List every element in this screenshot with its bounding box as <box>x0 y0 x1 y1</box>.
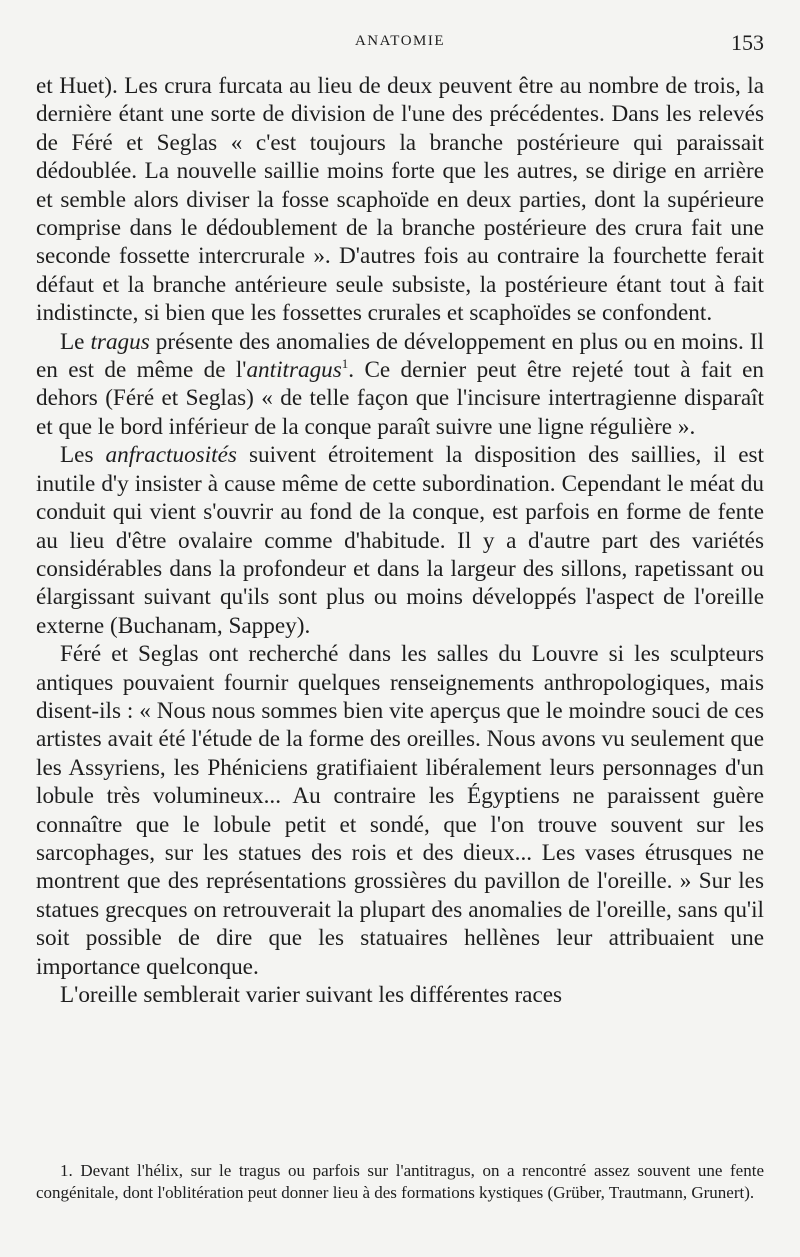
italic-term: antitragus <box>246 357 342 384</box>
footnote-ref: 1 <box>341 356 349 372</box>
page-header <box>36 30 764 58</box>
body-text <box>36 72 764 1009</box>
running-head: ANATOMIE <box>354 33 446 49</box>
footnotes <box>36 1160 764 1204</box>
text-run: Les <box>60 442 106 469</box>
text-run: Féré et Seglas ont recherché dans les salles du Louvre si les sculpteurs antiques pouvaient fournir quelques renseignements anthropologiques, mais disent-ils : « Nous nous sommes bien vite aperçus que le moindre souci de ces artistes avait été l'étude de la forme des oreilles. Nous avons vu seulement que les Assyriens, les Phéniciens gratifiaient libéralement leurs personnages d'un lobule très volumineux... Au contraire les Égyptiens ne paraissent guère connaître que le lobule petit et sondé, que l'on trouve souvent sur les sarcophages, sur les statues des rois et des dieux... Les vases étrusques ne montrent que des représentations grossières du pavillon de l'oreille. » Sur les statues grecques on retrouverait la plupart des anomalies de l'oreille, sans qu'il soit possible de dire que les statuaires hellènes leur attribuaient une importance quelconque. <box>36 641 764 980</box>
text-run: L'oreille semblerait varier suivant les différentes races <box>60 982 563 1008</box>
paragraph <box>36 640 764 981</box>
footnote: 1. Devant l'hélix, sur le tragus ou parfois sur l'antitragus, on a rencontré assez souvent une fente congénitale, dont l'oblitération peut donner lieu à des formations kystiques (Grüber, Trautmann, Grunert). <box>36 1161 764 1202</box>
text-run: présente des anomalies de développement en plus ou en moins. Il en est de même de l' <box>36 328 764 384</box>
paragraph <box>36 441 764 640</box>
italic-term: anfractuosités <box>105 442 237 469</box>
text-run: et Huet). Les crura furcata au lieu de deux peuvent être au nombre de trois, la dernière étant une sorte de division de l'une des précédentes. Dans les relevés de Féré et Seglas « c'est toujours la branche postérieure qui paraissait dédoublée. La nouvelle saillie moins forte que les autres, se dirige en arrière et semble alors diviser la fosse scaphoïde en deux parties, dont la supérieure comprise dans le dédoublement de la branche postérieure des crura fait une seconde fossette intercrurale ». D'autres fois au contraire la fourchette ferait défaut et la branche antérieure seule subsiste, la postérieure étant tout à fait indistincte, si bien que les fossettes crurales et scaphoïdes se confondent. <box>36 73 764 327</box>
paragraph <box>36 328 764 442</box>
italic-term: tragus <box>90 328 150 355</box>
text-run: Le <box>60 328 91 355</box>
page-number: 153 <box>731 30 764 55</box>
text-run: suivent étroitement la disposition des saillies, il est inutile d'y insister à cause même de cette subordination. Cependant le méat du conduit qui vient s'ouvrir au fond de la conque, est parfois en forme de fente au lieu d'être ovalaire comme d'habitude. Il y a d'autre part des variétés considérables dans la profondeur et dans la largeur des sillons, rapetissant ou élargissant suivant qu'ils sont plus ou moins développés l'aspect de l'oreille externe (Buchanam, Sappey). <box>36 442 764 639</box>
paragraph <box>36 72 764 328</box>
paragraph <box>36 981 764 1009</box>
text-run: . Ce dernier peut être rejeté tout à fait en dehors (Féré et Seglas) « de telle façon que l'incisure intertragienne disparaît et que le bord inférieur de la conque paraît suivre une ligne régulière ». <box>36 357 764 440</box>
